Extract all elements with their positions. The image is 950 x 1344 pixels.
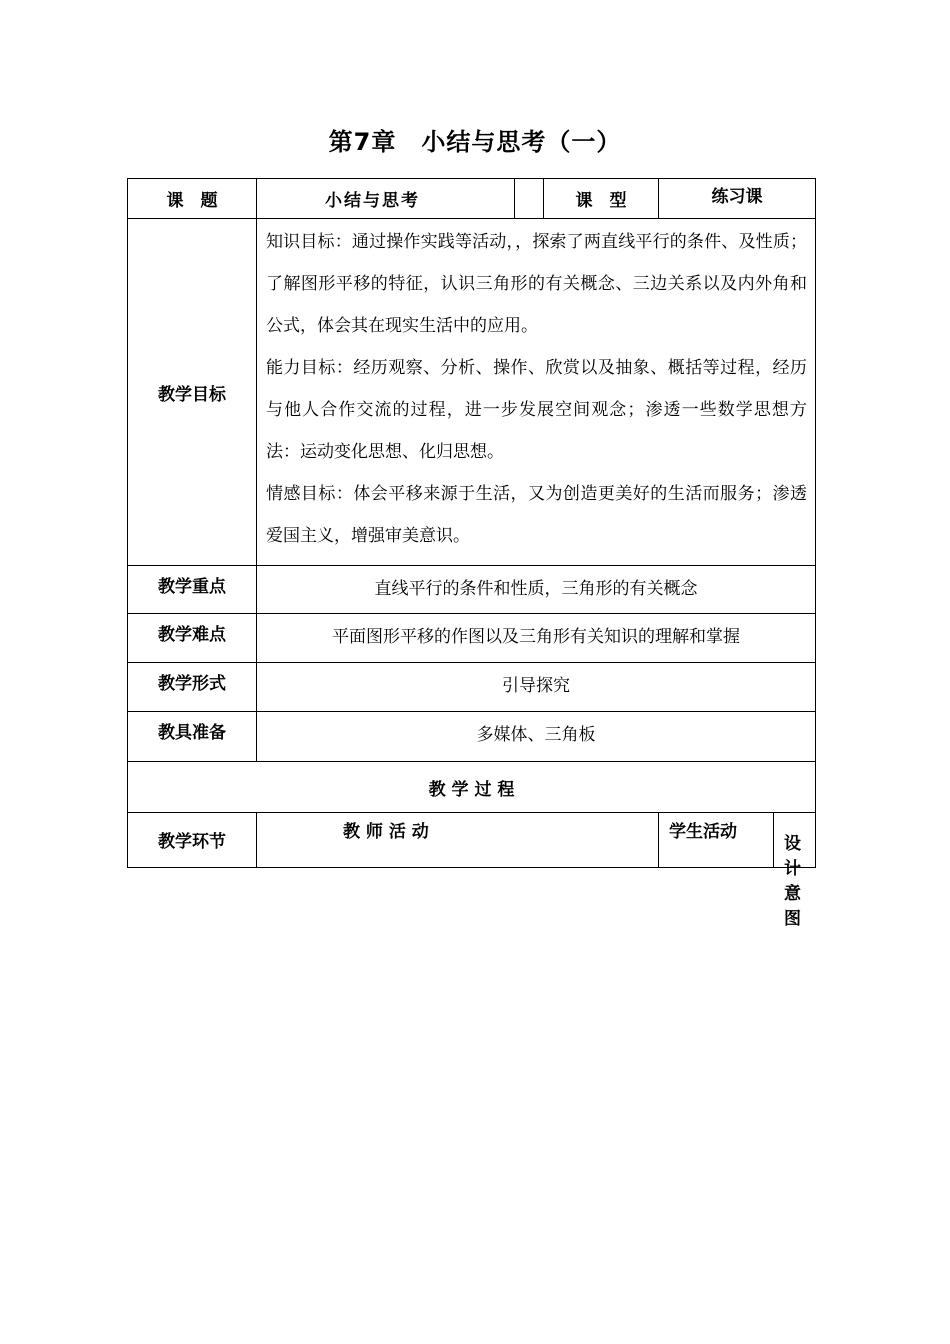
- difficulties-label: 教学难点: [128, 614, 257, 663]
- tools-value: 多媒体、三角板: [257, 712, 816, 762]
- teacher-activity-label: 教 师 活 动: [257, 813, 659, 868]
- topic-label: 课 题: [128, 179, 257, 219]
- process-heading: 教 学 过 程: [128, 762, 816, 813]
- topic-value: 小结与思考: [257, 179, 515, 219]
- student-activity-label: 学生活动: [659, 813, 774, 867]
- ability-objective: 能力目标：经历观察、分析、操作、欣赏以及抽象、概括等过程，经历与他人合作交流的过程，进一步发展空间观念；渗透一些数学思想方法：运动变化思想、化归思想。: [266, 358, 807, 462]
- type-label: 课 型: [544, 179, 659, 219]
- objectives-content: [257, 219, 816, 566]
- difficulties-row: [128, 614, 816, 663]
- process-right-cells: [659, 813, 816, 929]
- emotion-objective: 情感目标：体会平移来源于生活，又为创造更美好的生活而服务；渗透爱国主义，增强审美意识。: [266, 484, 807, 546]
- process-heading-row: [128, 762, 816, 813]
- lesson-plan-table: [127, 178, 816, 929]
- type-value: 练习课: [659, 179, 816, 219]
- design-intent-label: 设 计 意 图: [784, 834, 801, 929]
- knowledge-objective: 知识目标：通过操作实践等活动，，探索了两直线平行的条件、及性质；了解图形平移的特征，认识三角形的有关概念、三边关系以及内外角和公式，体会其在现实生活中的应用。: [266, 232, 807, 336]
- tools-label: 教具准备: [128, 712, 257, 762]
- difficulties-value: 平面图形平移的作图以及三角形有关知识的理解和掌握: [257, 614, 816, 663]
- topic-row: [128, 179, 816, 219]
- objectives-row: [128, 219, 816, 566]
- key-points-value: 直线平行的条件和性质，三角形的有关概念: [257, 566, 816, 614]
- tools-row: [128, 712, 816, 762]
- form-label: 教学形式: [128, 663, 257, 712]
- form-value: 引导探究: [257, 663, 816, 712]
- stage-label: 教学环节: [128, 813, 257, 868]
- form-row: [128, 663, 816, 712]
- key-points-label: 教学重点: [128, 566, 257, 614]
- objectives-label: 教学目标: [128, 219, 257, 566]
- process-columns-row: [128, 813, 816, 868]
- key-points-row: [128, 566, 816, 614]
- page-title: 第7章 小结与思考（一）: [328, 128, 622, 156]
